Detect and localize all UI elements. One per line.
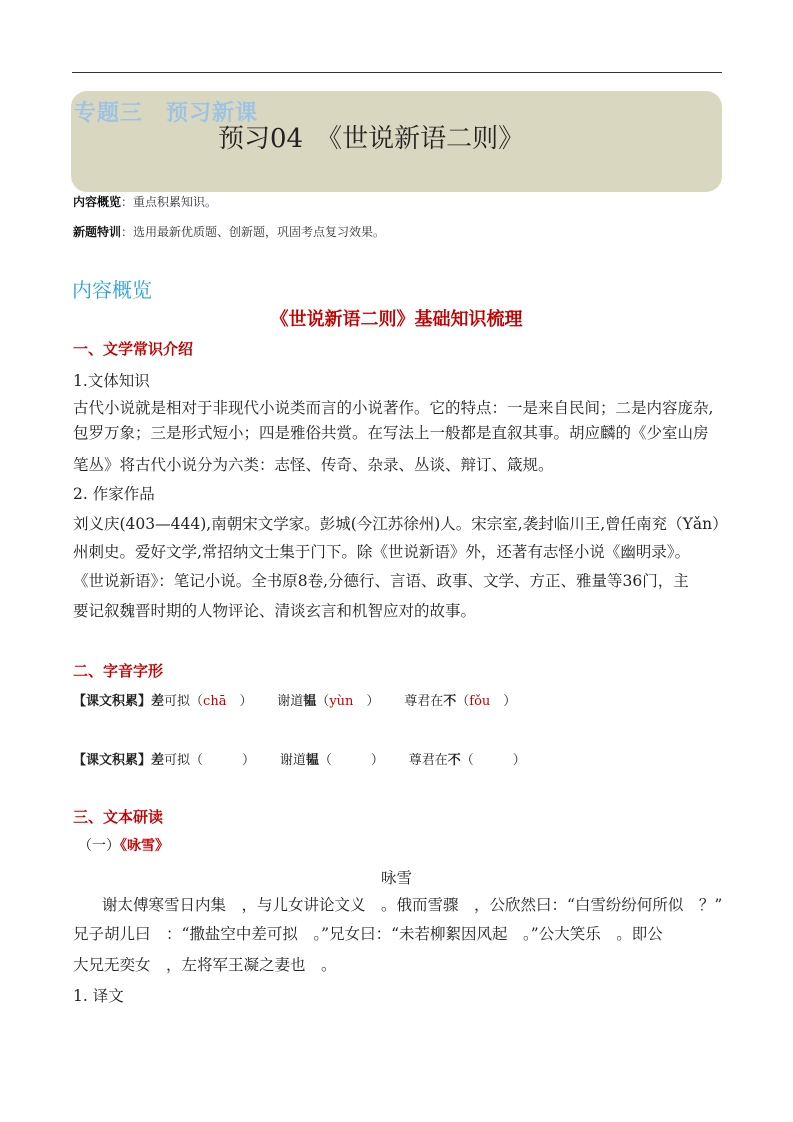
vocab-blank: 可拟（ ） bbox=[164, 753, 256, 768]
vocab-text: （ bbox=[456, 694, 470, 709]
section-text-study-heading: 三、文本研读 bbox=[73, 808, 164, 826]
vocab-char: 韫 bbox=[305, 753, 319, 768]
vocab-label: 【课文积累】 bbox=[73, 694, 152, 709]
vocab-pinyin: fǒu bbox=[469, 694, 491, 709]
vocab-answer-row bbox=[73, 690, 516, 709]
genre-paragraph-line: 古代小说就是相对于非现代小说类而言的小说著作。它的特点：一是来自民间；二是内容庞杂, bbox=[73, 399, 714, 417]
main-heading: 《世说新语二则》基础知识梳理 bbox=[270, 309, 523, 330]
author-paragraph-line: 《世说新语》：笔记小说。全书原8卷,分德行、言语、政事、文学、方正、雅量等36门，主 bbox=[73, 572, 689, 590]
poem-title: 咏雪 bbox=[380, 869, 412, 887]
poem-line: 大兄无奕女 ，左将军王凝之妻也 。 bbox=[73, 956, 337, 974]
vocab-char: 不 bbox=[443, 694, 457, 709]
genre-paragraph-line: 笔丛》将古代小说分为六类：志怪、传奇、杂录、丛谈、辩订、箴规。 bbox=[73, 456, 554, 474]
vocab-text: ） bbox=[226, 694, 253, 709]
sub-title: 《咏雪》 bbox=[120, 838, 169, 854]
vocab-pinyin: yùn bbox=[329, 694, 354, 709]
vocab-text: （ bbox=[316, 694, 330, 709]
vocab-text: 尊君在 bbox=[404, 694, 444, 709]
header-rule bbox=[72, 72, 722, 73]
vocab-char: 不 bbox=[447, 753, 461, 768]
genre-knowledge-subheading: 1.文体知识 bbox=[73, 372, 150, 390]
vocab-blank: （ ） bbox=[460, 753, 526, 768]
vocab-blank: （ ） bbox=[318, 753, 384, 768]
author-paragraph-line: 刘义庆(403—444),南朝宋文学家。彭城(今江苏徐州)人。宋宗室,袭封临川王,曾任南兖（Yǎn） bbox=[73, 515, 728, 533]
author-paragraph-line: 要记叙魏晋时期的人物评论、清谈玄言和机智应对的故事。 bbox=[73, 602, 477, 620]
lesson-title: 预习04 《世说新语二则》 bbox=[218, 124, 525, 154]
series-tag: 专题三 预习新课 bbox=[74, 101, 259, 126]
section-literature-heading: 一、文学常识介绍 bbox=[73, 340, 194, 358]
genre-paragraph-line: 包罗万象；三是形式短小；四是雅俗共赏。在写法上一般都是直叙其事。胡应麟的《少室山房 bbox=[73, 424, 709, 442]
intro-overview-text: ：重点积累知识。 bbox=[121, 195, 218, 209]
vocab-label: 【课文积累】 bbox=[73, 753, 152, 768]
author-paragraph-line: 州刺史。爱好文学,常招纳文士集于门下。除《世说新语》外，还著有志怪小说《幽明录》。 bbox=[73, 543, 691, 561]
vocab-text: 可拟（ bbox=[164, 694, 204, 709]
poem-line: 兄子胡儿曰 ：“撒盐空中差可拟 。”兄女曰：“未若柳絮因风起 。”公大笑乐 。即公 bbox=[73, 925, 663, 943]
section-pronunciation-heading: 二、字音字形 bbox=[73, 662, 164, 680]
intro-training-label: 新题特训 bbox=[73, 225, 122, 239]
vocab-blank-row bbox=[73, 749, 526, 768]
vocab-text: 谢道 bbox=[279, 753, 306, 768]
vocab-text: ） bbox=[353, 694, 380, 709]
vocab-char: 韫 bbox=[303, 694, 317, 709]
intro-training bbox=[73, 223, 385, 240]
poem-line: 谢太傅寒雪日内集 ，与儿女讲论文义 。俄而雪骤 ，公欣然曰：“白雪纷纷何所似 ？” bbox=[102, 896, 723, 914]
translation-label: 1. 译文 bbox=[73, 987, 124, 1005]
text-study-subheading bbox=[78, 835, 169, 855]
intro-training-text: ：选用最新优质题、创新题，巩固考点复习效果。 bbox=[121, 225, 386, 239]
vocab-text: 谢道 bbox=[277, 694, 304, 709]
vocab-text: 尊君在 bbox=[408, 753, 448, 768]
intro-overview bbox=[73, 193, 217, 210]
section-overview-heading: 内容概览 bbox=[72, 278, 152, 302]
vocab-char: 差 bbox=[151, 753, 165, 768]
vocab-text: ） bbox=[490, 694, 517, 709]
vocab-char: 差 bbox=[151, 694, 165, 709]
intro-overview-label: 内容概览 bbox=[73, 195, 122, 209]
author-works-subheading: 2. 作家作品 bbox=[73, 485, 155, 503]
vocab-pinyin: chā bbox=[203, 694, 227, 709]
sub-prefix: （一） bbox=[78, 838, 120, 854]
